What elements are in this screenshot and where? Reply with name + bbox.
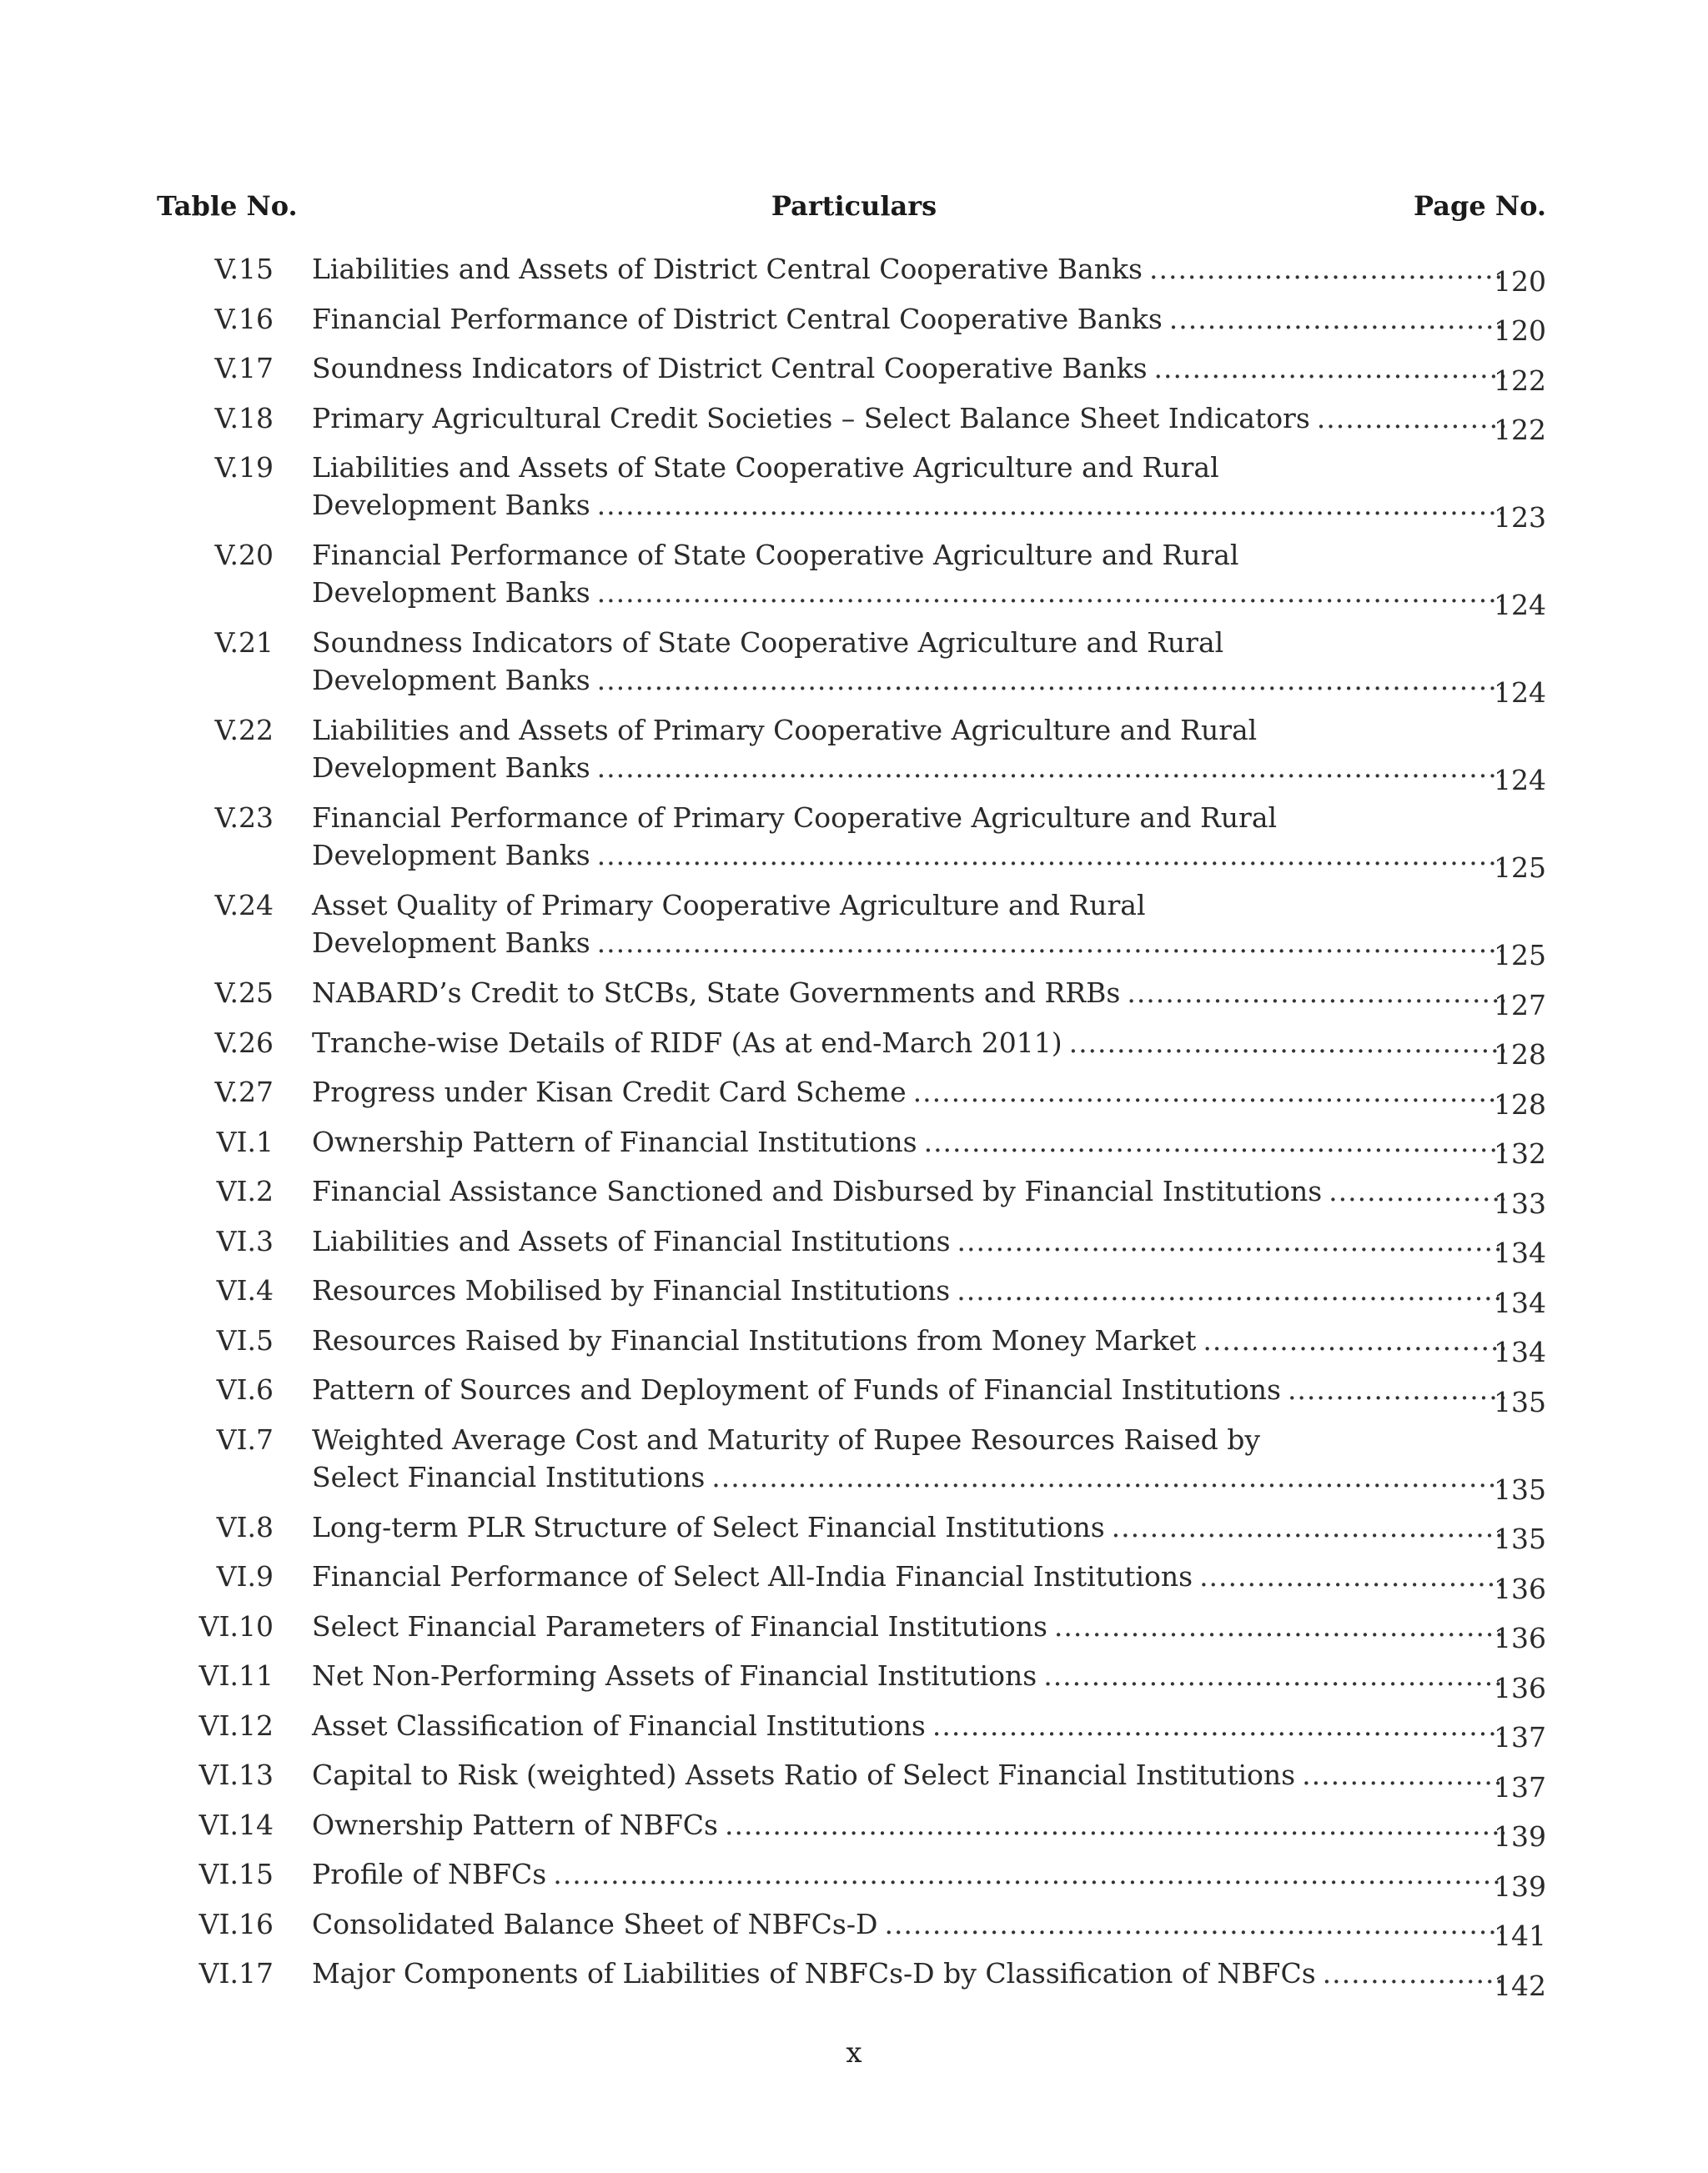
table-number: VI.10 [198, 1609, 274, 1643]
table-number: V.24 [214, 889, 274, 921]
toc-entry [157, 1172, 1546, 1222]
toc-entry [157, 1073, 1546, 1123]
toc-entry [157, 1756, 1546, 1806]
table-number: V.27 [214, 1076, 274, 1108]
entry-title: NABARD’s Credit to StCBs, State Governments and RRBs [312, 976, 1121, 1009]
particulars-header: Particulars [771, 190, 937, 222]
page-number-cell: 137 [1494, 1721, 1546, 1754]
page-number-cell: 135 [1494, 1473, 1546, 1506]
entry-title: Asset Classification of Financial Institutions [312, 1709, 926, 1742]
table-number: VI.13 [198, 1759, 274, 1791]
table-number: V.26 [214, 1026, 274, 1059]
entry-title: Development Banks [312, 926, 590, 959]
dot-leader [553, 1855, 1505, 1893]
table-number: VI.4 [216, 1274, 274, 1307]
table-number: VI.11 [198, 1659, 274, 1692]
entry-title: Development Banks [312, 489, 590, 521]
page-number-cell: 124 [1494, 764, 1546, 796]
table-number: VI.7 [216, 1423, 274, 1456]
toc-entry [157, 1421, 1546, 1508]
entry-title: Ownership Pattern of NBFCs [312, 1808, 718, 1841]
table-number: VI.14 [198, 1808, 274, 1841]
entry-title-first-line: Liabilities and Assets of Primary Cooperative Agriculture and Rural [312, 714, 1258, 746]
entry-title: Select Financial Institutions [312, 1460, 706, 1493]
page-number-cell: 132 [1494, 1137, 1546, 1170]
page-number-cell: 134 [1494, 1237, 1546, 1269]
table-number: V.16 [214, 302, 274, 335]
toc-entry [157, 1707, 1546, 1757]
page-number-cell: 123 [1494, 501, 1546, 534]
dot-leader [597, 836, 1505, 874]
dot-leader [924, 1123, 1505, 1161]
toc-entry [157, 799, 1546, 886]
page-number-cell: 136 [1494, 1671, 1546, 1704]
page-number-cell: 120 [1494, 264, 1546, 298]
toc-entry [157, 1272, 1546, 1322]
page-number-cell: 137 [1494, 1770, 1546, 1804]
page-number-cell: 142 [1494, 1969, 1546, 2002]
entry-title: Financial Assistance Sanctioned and Disbursed by Financial Institutions [312, 1175, 1323, 1207]
page-number-cell: 122 [1494, 414, 1546, 446]
toc-entry [157, 1608, 1546, 1658]
page-number-cell: 125 [1494, 851, 1546, 884]
dot-leader [597, 749, 1505, 786]
table-number: VI.16 [198, 1907, 274, 1940]
entry-title: Consolidated Balance Sheet of NBFCs-D [312, 1907, 878, 1940]
toc-entry [157, 449, 1546, 536]
toc-entry [157, 349, 1546, 399]
page-number-cell: 125 [1494, 939, 1546, 971]
entry-title: Resources Raised by Financial Institutions from Money Market [312, 1323, 1197, 1357]
entry-title: Development Banks [312, 664, 590, 696]
table-number: V.23 [214, 801, 274, 834]
entry-title: Major Components of Liabilities of NBFCs-D by Classification of NBFCs [312, 1957, 1316, 1990]
table-number: V.25 [214, 976, 274, 1009]
entry-title: Financial Performance of Select All-India Financial Institutions [312, 1560, 1193, 1593]
page-number-cell: 141 [1494, 1920, 1546, 1952]
toc-entry [157, 1508, 1546, 1558]
entry-title: Development Banks [312, 576, 590, 609]
table-number: V.20 [214, 539, 274, 571]
page-number-cell: 124 [1494, 676, 1546, 709]
page-number-cell: 136 [1494, 1622, 1546, 1654]
toc-entry [157, 1855, 1546, 1905]
entry-title: Net Non-Performing Assets of Financial Institutions [312, 1659, 1037, 1692]
toc-entry [157, 1657, 1546, 1707]
entry-title: Liabilities and Assets of District Central Cooperative Banks [312, 253, 1143, 285]
page-number-cell: 127 [1494, 988, 1546, 1021]
toc-entry [157, 1371, 1546, 1421]
entry-title: Tranche-wise Details of RIDF (As at end-March 2011) [312, 1026, 1062, 1059]
dot-leader [597, 924, 1505, 961]
entry-title: Long-term PLR Structure of Select Financial Institutions [312, 1510, 1105, 1543]
table-number: VI.5 [216, 1323, 274, 1357]
page-number-cell: 133 [1494, 1187, 1546, 1220]
table-no-header: Table No. [157, 190, 298, 222]
page-number-cell: 134 [1494, 1286, 1546, 1319]
dot-leader [957, 1222, 1505, 1260]
page-number-cell: 135 [1494, 1523, 1546, 1555]
table-number: V.18 [214, 401, 274, 434]
table-number: V.15 [214, 253, 274, 285]
table-number: VI.2 [216, 1175, 274, 1207]
table-number: VI.6 [216, 1373, 274, 1406]
toc-entry [157, 1806, 1546, 1856]
entry-title-first-line: Weighted Average Cost and Maturity of Rupee Resources Raised by [312, 1423, 1261, 1456]
toc-entry [157, 399, 1546, 449]
toc-entry [157, 1558, 1546, 1608]
entry-title: Development Banks [312, 751, 590, 784]
dot-leader [932, 1707, 1505, 1744]
page-number: x [846, 2036, 862, 2070]
toc-entry [157, 1955, 1546, 2005]
toc-entry [157, 624, 1546, 711]
page-number-cell: 120 [1494, 314, 1546, 347]
toc-entry-list [157, 250, 1546, 2005]
dot-leader [913, 1073, 1505, 1111]
page-number-cell: 124 [1494, 589, 1546, 621]
table-number: V.21 [214, 626, 274, 659]
entry-title-first-line: Financial Performance of State Cooperative Agriculture and Rural [312, 539, 1239, 571]
entry-title-first-line: Soundness Indicators of State Cooperative Agriculture and Rural [312, 626, 1224, 659]
dot-leader [597, 661, 1505, 699]
page-number-cell: 128 [1494, 1087, 1546, 1121]
toc-entry [157, 974, 1546, 1024]
page-number-cell: 134 [1494, 1336, 1546, 1368]
toc-entry [157, 300, 1546, 350]
entry-title: Primary Agricultural Credit Societies – Select Balance Sheet Indicators [312, 401, 1310, 434]
entry-title-first-line: Financial Performance of Primary Cooperative Agriculture and Rural [312, 801, 1278, 834]
entry-title: Select Financial Parameters of Financial Institutions [312, 1609, 1047, 1643]
table-number: V.22 [214, 714, 274, 746]
entry-title: Capital to Risk (weighted) Assets Ratio of Select Financial Institutions [312, 1759, 1296, 1791]
entry-title: Pattern of Sources and Deployment of Funds of Financial Institutions [312, 1373, 1281, 1406]
entry-title: Liabilities and Assets of Financial Institutions [312, 1224, 951, 1257]
toc-entry [157, 536, 1546, 624]
toc-entry [157, 886, 1546, 974]
page-number-cell: 128 [1494, 1038, 1546, 1071]
entry-title-first-line: Asset Quality of Primary Cooperative Agriculture and Rural [312, 889, 1146, 921]
entry-title: Profile of NBFCs [312, 1858, 547, 1890]
entry-title: Soundness Indicators of District Central Cooperative Banks [312, 352, 1148, 384]
toc-entry [157, 1222, 1546, 1272]
table-number: V.19 [214, 451, 274, 484]
table-number: VI.8 [216, 1510, 274, 1543]
toc-entry [157, 1322, 1546, 1372]
toc-entry [157, 1905, 1546, 1955]
table-number: VI.12 [198, 1709, 274, 1742]
dot-leader [711, 1458, 1505, 1496]
toc-entry [157, 1123, 1546, 1173]
entry-title-first-line: Liabilities and Assets of State Cooperative Agriculture and Rural [312, 451, 1219, 484]
entry-title: Resources Mobilised by Financial Institutions [312, 1274, 951, 1307]
dot-leader [957, 1272, 1505, 1309]
table-number: VI.15 [198, 1858, 274, 1890]
page-number-cell: 135 [1494, 1385, 1546, 1418]
page-no-header: Page No. [1414, 190, 1546, 222]
dot-leader [1054, 1608, 1505, 1645]
dot-leader [597, 486, 1505, 524]
table-number: V.17 [214, 352, 274, 384]
table-number: VI.17 [198, 1957, 274, 1990]
entry-title: Financial Performance of District Central Cooperative Banks [312, 302, 1163, 335]
toc-entry [157, 250, 1546, 300]
page-number-cell: 136 [1494, 1572, 1546, 1605]
page-number-cell: 139 [1494, 1869, 1546, 1903]
dot-leader [597, 574, 1505, 611]
dot-leader [884, 1905, 1505, 1943]
page-number-cell: 139 [1494, 1820, 1546, 1853]
entry-title: Ownership Pattern of Financial Institutions [312, 1125, 917, 1158]
dot-leader [725, 1806, 1505, 1844]
table-number: VI.1 [216, 1125, 274, 1158]
entry-title: Progress under Kisan Credit Card Scheme [312, 1076, 907, 1108]
table-number: VI.3 [216, 1224, 274, 1257]
toc-entry [157, 1024, 1546, 1074]
entry-title: Development Banks [312, 839, 590, 871]
dot-leader [1043, 1657, 1505, 1694]
page-number-cell: 122 [1494, 364, 1546, 397]
table-number: VI.9 [216, 1560, 274, 1593]
dot-leader [1069, 1024, 1505, 1061]
toc-entry [157, 711, 1546, 799]
